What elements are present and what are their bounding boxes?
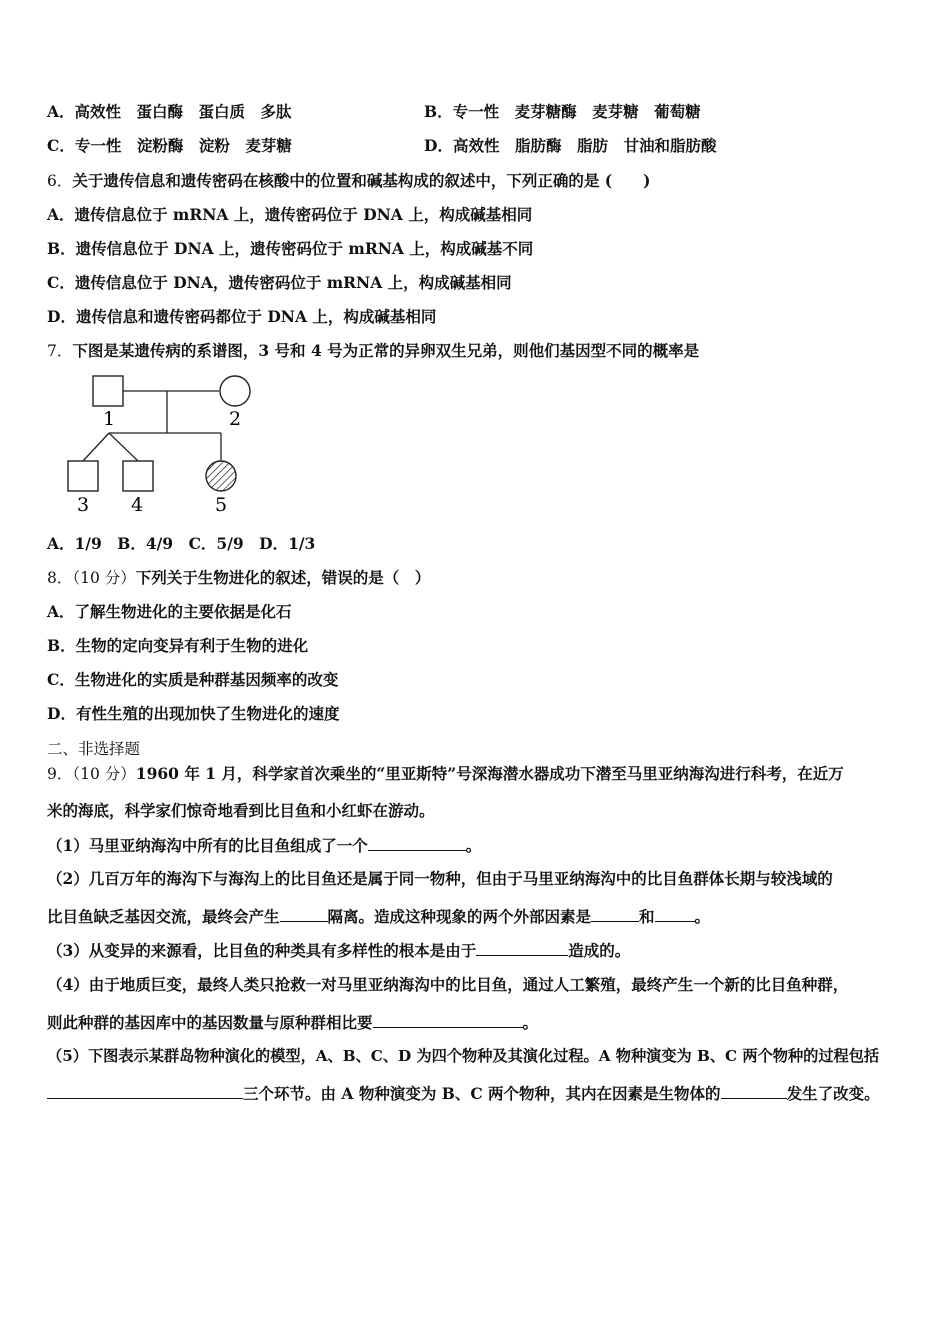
answer-blank-7[interactable] bbox=[47, 1083, 243, 1099]
q8-stem-text: 下列关于生物进化的叙述，错误的是（ ） bbox=[135, 568, 431, 587]
q9-part-3 bbox=[47, 940, 630, 961]
label-5: 5 bbox=[215, 494, 228, 516]
individual-4-male bbox=[123, 461, 153, 491]
q8-stem bbox=[47, 568, 430, 588]
q5-option-row-2 bbox=[47, 136, 717, 156]
label-3: 3 bbox=[77, 494, 90, 516]
q6-option-b: B．遗传信息位于 DNA 上，遗传密码位于 mRNA 上，构成碱基不同 bbox=[47, 239, 534, 258]
q9-stem-text-1: 1960 年 1 月，科学家首次乘坐的“里亚斯特”号深海潜水器成功下潜至马里亚纳海沟进行科考，在近万 bbox=[135, 764, 844, 783]
q9-p3-text-b: 造成的。 bbox=[568, 941, 631, 960]
q9-p1-text: （1）马里亚纳海沟中所有的比目鱼组成了一个 bbox=[47, 836, 368, 855]
answer-blank-5[interactable] bbox=[476, 940, 568, 956]
q7-number: 7． bbox=[47, 342, 73, 360]
q9-stem-line-1 bbox=[47, 764, 844, 784]
q9-part-5-line-2 bbox=[47, 1083, 880, 1104]
individual-5-affected-female bbox=[206, 461, 236, 491]
answer-blank-6[interactable] bbox=[373, 1012, 523, 1028]
q5-option-c: C．专一性 淀粉酶 淀粉 麦芽糖 bbox=[47, 136, 292, 155]
answer-blank-1[interactable] bbox=[368, 835, 466, 851]
q9-p5-text-b: 发生了改变。 bbox=[786, 1084, 880, 1103]
q9-p4-text-b: 。 bbox=[522, 1013, 539, 1032]
q6-option-c: C．遗传信息位于 DNA，遗传密码位于 mRNA 上，构成碱基相同 bbox=[47, 273, 512, 292]
q7-options: A．1/9 B．4/9 C．5/9 D．1/3 bbox=[47, 534, 316, 553]
individual-1-male bbox=[93, 376, 123, 406]
answer-blank-8[interactable] bbox=[721, 1083, 787, 1099]
q9-p3-text-a: （3）从变异的来源看，比目鱼的种类具有多样性的根本是由于 bbox=[47, 941, 477, 960]
individual-2-female bbox=[220, 376, 250, 406]
q7-stem-text: 下图是某遗传病的系谱图，3 号和 4 号为正常的异卵双生兄弟，则他们基因型不同的概率是 bbox=[72, 341, 700, 360]
q9-part-5-line-1: （5）下图表示某群岛物种演化的模型，A、B、C、D 为四个物种及其演化过程。A 物种演变为 B、C 两个物种的过程包括 bbox=[47, 1047, 880, 1065]
q9-part-1 bbox=[47, 835, 481, 856]
q8-number: 8． bbox=[47, 569, 73, 587]
q9-part-4-line-2 bbox=[47, 1012, 538, 1033]
q9-part-2-line-2 bbox=[47, 906, 710, 927]
q6-stem bbox=[47, 171, 650, 191]
answer-blank-2[interactable] bbox=[280, 906, 328, 922]
individual-3-male bbox=[68, 461, 98, 491]
q9-p2-text-a: 比目鱼缺乏基因交流，最终会产生 bbox=[47, 907, 280, 926]
q7-stem bbox=[47, 341, 699, 361]
label-4: 4 bbox=[131, 494, 144, 516]
twin-line-3 bbox=[83, 433, 109, 461]
q9-part-2-line-1: （2）几百万年的海沟下与海沟上的比目鱼还是属于同一物种，但由于马里亚纳海沟中的比目鱼群体长期与较浅域的 bbox=[47, 869, 833, 888]
q8-score: （10 分） bbox=[72, 569, 136, 587]
q6-number: 6． bbox=[47, 172, 73, 190]
q9-p4-text-a: 则此种群的基因库中的基因数量与原种群相比要 bbox=[47, 1013, 373, 1032]
label-1: 1 bbox=[103, 408, 116, 430]
q9-p1-end: 。 bbox=[465, 836, 482, 855]
label-2: 2 bbox=[229, 408, 242, 430]
twin-line-4 bbox=[109, 433, 138, 461]
q9-score: （10 分） bbox=[72, 765, 136, 783]
q5-option-d: D．高效性 脂肪酶 脂肪 甘油和脂肪酸 bbox=[424, 136, 717, 155]
q5-option-a: A．高效性 蛋白酶 蛋白质 多肽 bbox=[47, 102, 292, 121]
q8-option-a: A．了解生物进化的主要依据是化石 bbox=[47, 602, 292, 621]
q5-option-row-1 bbox=[47, 102, 701, 122]
q9-number: 9． bbox=[47, 765, 73, 783]
q8-option-d: D．有性生殖的出现加快了生物进化的速度 bbox=[47, 704, 340, 723]
q9-stem-line-2: 米的海底，科学家们惊奇地看到比目鱼和小红虾在游动。 bbox=[47, 801, 435, 820]
q6-option-a: A．遗传信息位于 mRNA 上，遗传密码位于 DNA 上，构成碱基相同 bbox=[47, 205, 533, 224]
q9-p2-text-c: 和 bbox=[639, 907, 655, 926]
q9-p5-text-a: 三个环节。由 A 物种演变为 B、C 两个物种，其内在因素是生物体的 bbox=[243, 1084, 721, 1103]
q9-p2-text-b: 隔离。造成这种现象的两个外部因素是 bbox=[327, 907, 592, 926]
pedigree-chart bbox=[60, 370, 260, 520]
q8-option-c: C．生物进化的实质是种群基因频率的改变 bbox=[47, 670, 339, 689]
q9-p2-text-d: 。 bbox=[694, 907, 711, 926]
q8-option-b: B．生物的定向变异有利于生物的进化 bbox=[47, 636, 309, 655]
q6-option-d: D．遗传信息和遗传密码都位于 DNA 上，构成碱基相同 bbox=[47, 307, 437, 326]
answer-blank-3[interactable] bbox=[591, 906, 639, 922]
answer-blank-4[interactable] bbox=[655, 906, 695, 922]
q5-option-b: B．专一性 麦芽糖酶 麦芽糖 葡萄糖 bbox=[424, 102, 701, 121]
q6-stem-text: 关于遗传信息和遗传密码在核酸中的位置和碱基构成的叙述中，下列正确的是 ( ) bbox=[72, 171, 651, 190]
q9-part-4-line-1: （4）由于地质巨变，最终人类只抢救一对马里亚纳海沟中的比目鱼，通过人工繁殖，最终产生一个新的比目鱼种群， bbox=[47, 975, 849, 994]
section-heading: 二、非选择题 bbox=[47, 740, 141, 758]
